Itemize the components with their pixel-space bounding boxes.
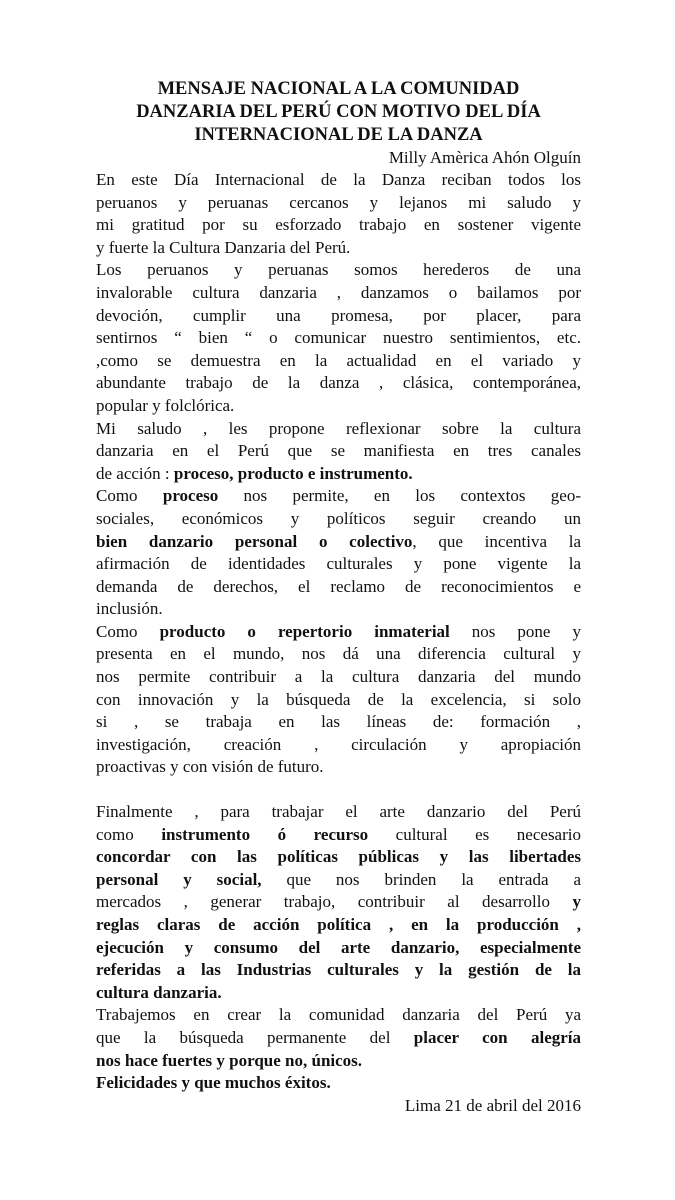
text-line: sociales, económicos y políticos seguir creando un [96,508,581,528]
text-run: como [96,824,162,844]
bold-text-run: instrumento ó recurso [161,824,369,844]
text-line: demanda de derechos, el reclamo de reconocimientos e [96,576,581,596]
text-line [96,824,581,847]
author-name: Milly Amèrica Ahón Olguín [388,148,581,167]
text-line [96,1027,581,1050]
paragraph-instrument [96,801,581,1004]
text-line: nos hace fuertes y porque no, únicos. [96,1050,363,1070]
text-line: presenta en el mundo, nos dá una diferencia cultural y [96,644,581,664]
paragraph-spacer [96,779,581,801]
text-line: popular y folclórica. [96,395,235,415]
text-run: Como [96,486,163,506]
bold-text-run: personal y social, [96,869,262,889]
title-line-1: MENSAJE NACIONAL A LA COMUNIDAD [157,79,520,99]
text-line: inclusión. [96,599,163,619]
text-run: que nos brinden la entrada a [261,869,581,889]
text-line [96,485,581,508]
text-line [96,463,581,486]
bold-text-run: y [572,892,581,912]
text-run: nos permite, en los contextos geo- [218,486,582,506]
text-line [96,531,581,554]
text-line: Mi saludo , les propone reflexionar sobre la cultura [96,418,581,438]
paragraph-product [96,621,581,779]
paragraph-greeting [96,169,581,259]
closing-greeting [96,1072,581,1095]
text-line: y fuerte la Cultura Danzaria del Perú. [96,237,351,257]
text-line: Trabajemos en crear la comunidad danzaria del Perú ya [96,1005,581,1025]
text-run: que la búsqueda permanente del [96,1027,414,1047]
text-line: concordar con las políticas públicas y las libertades [96,847,581,867]
text-line: afirmación de identidades culturales y pone vigente la [96,554,581,574]
text-line: devoción, cumplir una promesa, por placer, para [96,305,581,325]
text-run: mercados , generar trabajo, contribuir al desarrollo [96,892,573,912]
text-line: si , se trabaja en las líneas de: formación , [96,712,581,732]
text-line: cultura danzaria. [96,982,222,1002]
text-line: investigación, creación , circulación y apropiación [96,734,581,754]
text-line [96,869,581,892]
title-line-2: DANZARIA DEL PERÚ CON MOTIVO DEL DÍA [136,102,541,122]
text-line: con innovación y la búsqueda de la excelencia, si solo [96,689,581,709]
paragraph-heritage [96,259,581,417]
text-line: Finalmente , para trabajar el arte danzario del Perú [96,802,581,822]
text-line [96,891,581,914]
text-run: cultural es necesario [368,824,581,844]
bold-text-run: producto o repertorio inmaterial [159,621,450,641]
text-line: ejecución y consumo del arte danzario, especialmente [96,937,581,957]
document-page [96,78,581,1117]
text-line: Los peruanos y peruanas somos herederos de una [96,260,581,280]
text-line: ,como se demuestra en la actualidad en el variado y [96,350,581,370]
place-and-date: Lima 21 de abril del 2016 [404,1095,581,1115]
bold-text-run: proceso [162,486,219,506]
bold-text-run: placer con alegría [413,1027,582,1047]
text-run: Como [96,621,160,641]
text-run: nos pone y [449,621,581,641]
paragraph-community [96,1004,581,1072]
text-run: de acción : [96,463,174,483]
text-line: sentirnos “ bien “ o comunicar nuestro sentimientos, etc. [96,328,581,348]
text-line: Felicidades y que muchos éxitos. [96,1073,331,1093]
bold-text-run: bien danzario personal o colectivo [96,531,413,551]
text-line: reglas claras de acción política , en la producción , [96,915,581,934]
text-line: referidas a las Industrias culturales y la gestión de la [96,960,581,980]
text-line: danzaria en el Perú que se manifiesta en tres canales [96,441,581,461]
text-line [96,621,581,644]
bold-text-run: proceso, producto e instrumento. [173,463,413,483]
document-title [96,78,581,147]
text-line: invalorable cultura danzaria , danzamos o bailamos por [96,282,581,302]
text-run: , que incentiva la [412,531,581,551]
paragraph-process [96,485,581,621]
title-line-3: INTERNACIONAL DE LA DANZA [194,125,483,145]
paragraph-reflection [96,418,581,486]
text-line: En este Día Internacional de la Danza reciban todos los [96,170,581,189]
text-line: nos permite contribuir a la cultura danzaria del mundo [96,667,581,687]
text-line: peruanos y peruanas cercanos y lejanos mi saludo y [96,192,581,212]
text-line: abundante trabajo de la danza , clásica, contemporánea, [96,373,581,393]
text-line: mi gratitud por su esforzado trabajo en sostener vigente [96,215,581,235]
text-line: proactivas y con visión de futuro. [96,757,324,777]
